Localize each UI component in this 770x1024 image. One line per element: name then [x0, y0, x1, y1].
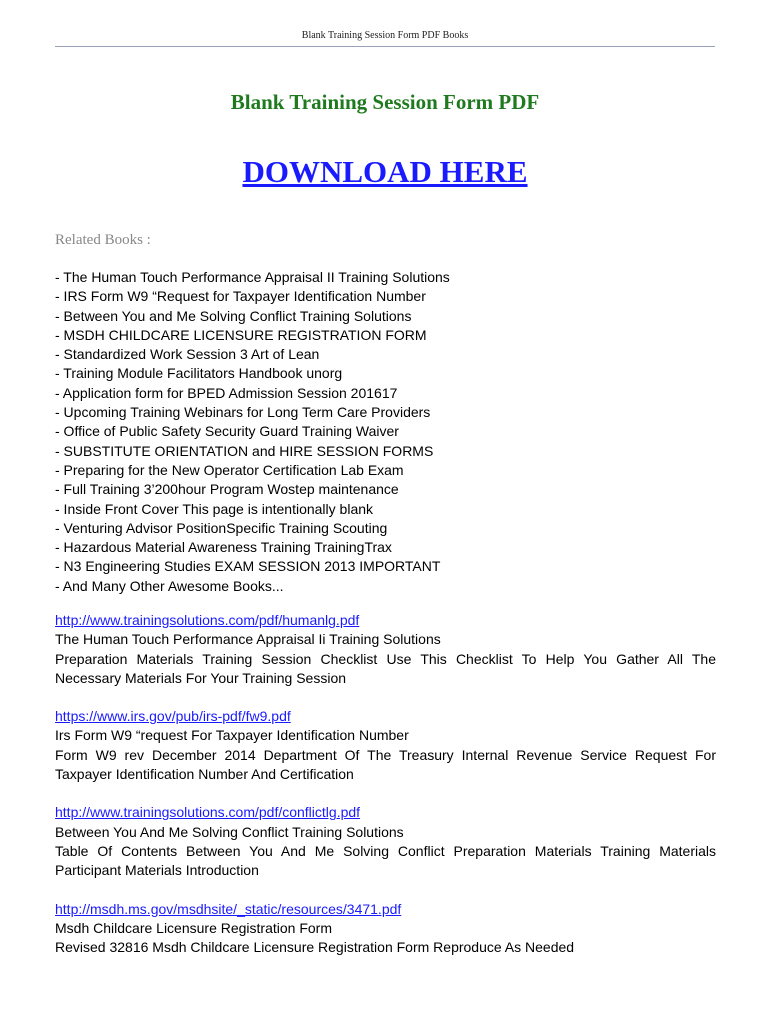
- list-item: - Application form for BPED Admission Session 201617: [55, 384, 398, 401]
- entry-url-link[interactable]: https://www.irs.gov/pub/irs-pdf/fw9.pdf: [55, 708, 291, 725]
- entry-url-link[interactable]: http://msdh.ms.gov/msdhsite/_static/resources/3471.pdf: [55, 900, 402, 917]
- list-item: - IRS Form W9 “Request for Taxpayer Identification Number: [55, 288, 426, 305]
- book-entry: [55, 611, 716, 688]
- entry-url-link[interactable]: http://www.trainingsolutions.com/pdf/humanlg.pdf: [55, 612, 360, 628]
- entry-description: Revised 32816 Msdh Childcare Licensure Registration Form Reproduce As Needed: [55, 939, 575, 956]
- list-item: - Hazardous Material Awareness Training TrainingTrax: [55, 539, 392, 556]
- list-item: - The Human Touch Performance Appraisal II Training Solutions: [55, 269, 450, 285]
- book-entry: [55, 900, 716, 958]
- entry-title: The Human Touch Performance Appraisal Ii Training Solutions: [55, 631, 441, 648]
- entry-title: Between You And Me Solving Conflict Training Solutions: [55, 823, 404, 840]
- header-divider: [55, 46, 715, 47]
- download-link[interactable]: DOWNLOAD HERE: [242, 154, 528, 189]
- related-books-list: [55, 268, 725, 596]
- list-item: - Full Training 3’200hour Program Wostep maintenance: [55, 481, 399, 498]
- page-title: Blank Training Session Form PDF: [230, 90, 540, 114]
- list-item: - N3 Engineering Studies EXAM SESSION 2013 IMPORTANT: [55, 558, 441, 575]
- page-header: Blank Training Session Form PDF Books: [301, 30, 469, 41]
- list-item: - Inside Front Cover This page is intentionally blank: [55, 500, 374, 517]
- list-item: - Office of Public Safety Security Guard Training Waiver: [55, 423, 399, 440]
- list-item: - SUBSTITUTE ORIENTATION and HIRE SESSION FORMS: [55, 442, 434, 459]
- list-item: - And Many Other Awesome Books...: [55, 577, 284, 594]
- list-item: - Training Module Facilitators Handbook unorg: [55, 365, 343, 382]
- list-item: - Standardized Work Session 3 Art of Lean: [55, 346, 320, 363]
- book-entry: [55, 803, 716, 880]
- entry-description: Form W9 rev December 2014 Department Of The Treasury Internal Revenue Service Request For Taxpayer Identification Number And Certification: [55, 746, 716, 783]
- list-item: - Preparing for the New Operator Certification Lab Exam: [55, 461, 404, 478]
- entry-title: Msdh Childcare Licensure Registration Form: [55, 919, 332, 936]
- list-item: - MSDH CHILDCARE LICENSURE REGISTRATION FORM: [55, 326, 427, 343]
- entry-description: Preparation Materials Training Session Checklist Use This Checklist To Help You Gather All The Necessary Materials For Your Training Session: [55, 650, 716, 686]
- list-item: - Upcoming Training Webinars for Long Term Care Providers: [55, 404, 431, 421]
- entry-description: Table Of Contents Between You And Me Solving Conflict Preparation Materials Training Materials Participant Materials Introduction: [55, 842, 716, 879]
- list-item: - Venturing Advisor PositionSpecific Training Scouting: [55, 519, 388, 536]
- entry-url-link[interactable]: http://www.trainingsolutions.com/pdf/conflictlg.pdf: [55, 804, 361, 821]
- list-item: - Between You and Me Solving Conflict Training Solutions: [55, 307, 412, 324]
- book-entry: [55, 707, 716, 784]
- related-books-heading: Related Books :: [55, 232, 151, 248]
- book-entries: [55, 611, 716, 976]
- entry-title: Irs Form W9 “request For Taxpayer Identification Number: [55, 727, 409, 744]
